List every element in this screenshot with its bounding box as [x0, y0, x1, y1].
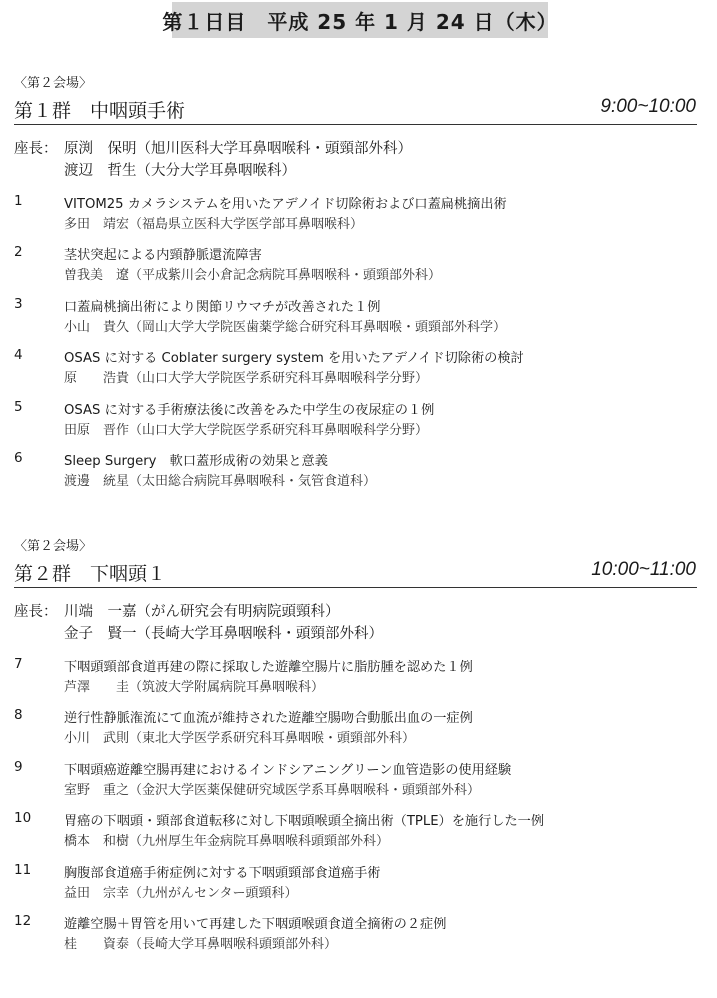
group-time: 10:00~11:00 — [591, 559, 696, 580]
item-number: 9 — [14, 759, 23, 775]
item-author: 渡邊 統星（太田総合病院耳鼻咽喉科・気管食道科） — [64, 474, 377, 489]
presentation-item — [0, 810, 717, 854]
chairpersons — [14, 138, 412, 182]
item-number: 8 — [14, 707, 23, 723]
item-number: 1 — [14, 193, 23, 209]
presentation-item — [0, 193, 717, 237]
item-title: OSAS に対する Coblater surgery system を用いたアデノイド切除術の検討 — [64, 351, 524, 366]
chairperson: 川端 一嘉（がん研究会有明病院頭頸科） — [64, 604, 340, 620]
group-title: 第１群 中咽頭手術 — [14, 100, 186, 122]
day-header — [162, 2, 558, 38]
item-title: 茎状突起による内頸静脈還流障害 — [64, 248, 262, 263]
item-author: 田原 晋作（山口大学大学院医学系研究科耳鼻咽喉科学分野） — [64, 423, 429, 438]
group-title: 第２群 下咽頭１ — [14, 563, 167, 585]
item-author: 芦澤 圭（筑波大学附属病院耳鼻咽喉科） — [64, 680, 325, 695]
item-title: 胸腹部食道癌手術症例に対する下咽頭頸部食道癌手術 — [64, 866, 381, 881]
group-header — [14, 559, 696, 586]
item-author: 小山 貴久（岡山大学大学院医歯薬学総合研究科耳鼻咽喉・頭頸部外科学） — [64, 320, 507, 335]
group-header — [14, 96, 696, 123]
item-number: 4 — [14, 347, 23, 363]
chairpersons — [14, 601, 383, 645]
chairperson: 金子 賢一（長崎大学耳鼻咽喉科・頭頸部外科） — [64, 626, 383, 642]
item-title: 下咽頭癌遊離空腸再建におけるインドシアニングリーン血管造影の使用経験 — [64, 763, 512, 778]
divider — [14, 124, 697, 125]
item-number: 5 — [14, 399, 23, 415]
item-number: 7 — [14, 656, 23, 672]
presentation-item — [0, 759, 717, 803]
item-title: VITOM25 カメラシステムを用いたアデノイド切除術および口蓋扁桃摘出術 — [64, 197, 507, 212]
item-author: 多田 靖宏（福島県立医科大学医学部耳鼻咽喉科） — [64, 217, 364, 232]
venue-label: 〈第２会場〉 — [14, 539, 93, 554]
presentation-item — [0, 862, 717, 906]
presentation-item — [0, 399, 717, 443]
presentation-item — [0, 347, 717, 391]
item-number: 12 — [14, 913, 32, 929]
group-time: 9:00~10:00 — [600, 96, 696, 117]
venue-label: 〈第２会場〉 — [14, 76, 93, 91]
item-title: 胃癌の下咽頭・頸部食道転移に対し下咽頭喉頭全摘出術（TPLE）を施行した一例 — [64, 814, 545, 829]
chair-label: 座長： — [14, 604, 58, 620]
chair-label: 座長： — [14, 141, 58, 157]
item-author: 小川 武則（東北大学医学系研究科耳鼻咽喉・頭頸部外科） — [64, 731, 416, 746]
item-title: 逆行性静脈潅流にて血流が維持された遊離空腸吻合動脈出血の一症例 — [64, 711, 473, 726]
presentation-item — [0, 913, 717, 957]
item-author: 曽我美 遼（平成紫川会小倉記念病院耳鼻咽喉科・頭頸部外科） — [64, 268, 442, 283]
presentation-item — [0, 244, 717, 288]
item-title: 口蓋扁桃摘出術により関節リウマチが改善された１例 — [64, 300, 381, 315]
item-number: 10 — [14, 810, 32, 826]
presentation-item — [0, 296, 717, 340]
item-title: OSAS に対する手術療法後に改善をみた中学生の夜尿症の１例 — [64, 403, 435, 418]
item-number: 2 — [14, 244, 23, 260]
item-title: 下咽頭頸部食道再建の際に採取した遊離空腸片に脂肪腫を認めた１例 — [64, 660, 473, 675]
chairperson: 渡辺 哲生（大分大学耳鼻咽喉科） — [64, 163, 296, 179]
item-title: Sleep Surgery 軟口蓋形成術の効果と意義 — [64, 454, 328, 469]
item-number: 6 — [14, 450, 23, 466]
presentation-item — [0, 707, 717, 751]
day-header-title: 第１日目 平成 25 年 1 月 24 日（木） — [162, 9, 558, 34]
item-number: 3 — [14, 296, 23, 312]
item-author: 室野 重之（金沢大学医薬保健研究域医学系耳鼻咽喉科・頭頸部外科） — [64, 783, 481, 798]
item-author: 益田 宗幸（九州がんセンター頭頸科） — [64, 886, 298, 901]
item-author: 原 浩貴（山口大学大学院医学系研究科耳鼻咽喉科学分野） — [64, 371, 429, 386]
chairperson: 原渕 保明（旭川医科大学耳鼻咽喉科・頭頸部外科） — [64, 141, 412, 157]
item-title: 遊離空腸＋胃管を用いて再建した下咽頭喉頭食道全摘術の２症例 — [64, 917, 447, 932]
divider — [14, 587, 697, 588]
presentation-item — [0, 656, 717, 700]
item-author: 橋本 和樹（九州厚生年金病院耳鼻咽喉科頭頸部外科） — [64, 834, 390, 849]
item-author: 桂 資泰（長崎大学耳鼻咽喉科頭頸部外科） — [64, 937, 338, 952]
item-number: 11 — [14, 862, 32, 878]
presentation-item — [0, 450, 717, 494]
